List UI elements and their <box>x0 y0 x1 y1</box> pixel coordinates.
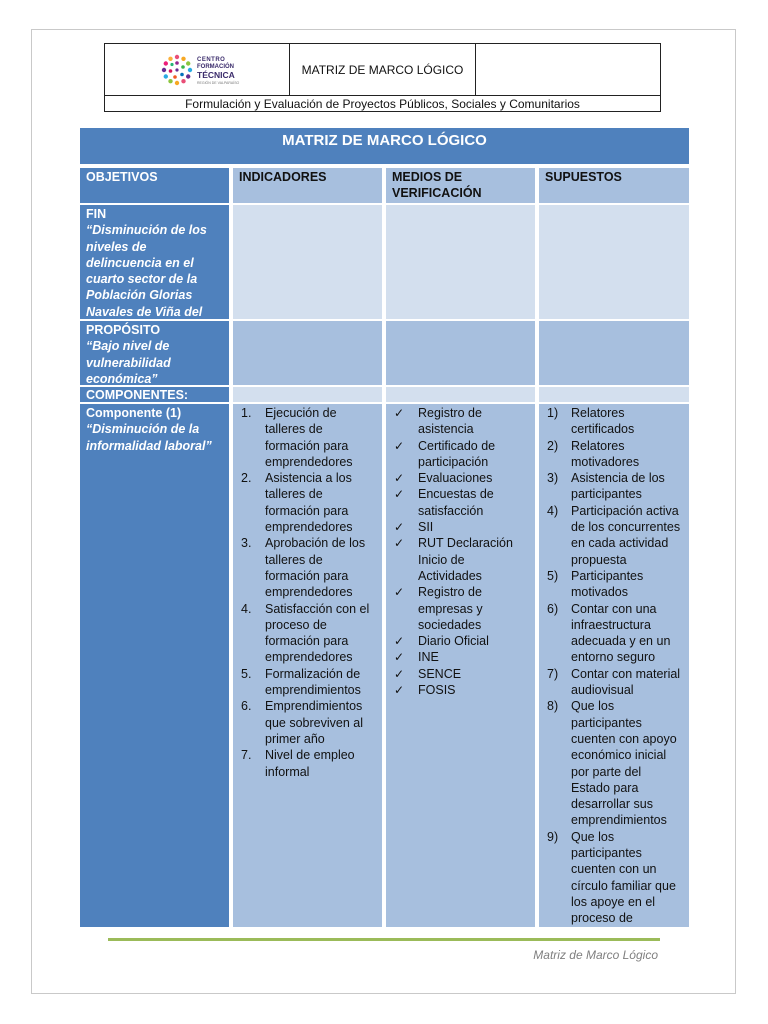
proposito-supuestos-cell <box>539 321 689 385</box>
logo-line-1: CENTRO <box>197 57 226 63</box>
check-icon: ✓ <box>394 487 405 502</box>
supuesto-number: 2) <box>547 438 559 453</box>
componente-1-indicadores-cell <box>233 404 382 927</box>
logo-cell <box>105 44 290 95</box>
componente-1-label: Componente (1) <box>86 406 182 420</box>
check-icon: ✓ <box>394 438 405 453</box>
componente-1-medios-cell <box>386 404 535 927</box>
indicador-number: 1. <box>241 406 252 420</box>
indicador-number: 3. <box>241 536 252 551</box>
logo-text <box>197 57 239 87</box>
indicador-item <box>239 535 376 600</box>
medio-item <box>392 470 529 486</box>
check-icon: ✓ <box>394 471 405 486</box>
header-title: MATRIZ DE MARCO LÓGICO <box>290 44 476 95</box>
supuesto-number: 7) <box>547 666 559 681</box>
medio-text: FOSIS <box>418 683 456 698</box>
fin-medios-cell <box>386 205 535 319</box>
supuesto-text: Que los participantes cuenten con un círculo familiar que los apoye en el proceso de <box>571 829 676 926</box>
fin-text: “Disminución de los niveles de delincuencia en el cuarto sector de la Población Glorias Navales de Viña del <box>86 223 207 319</box>
matrix-title: MATRIZ DE MARCO LÓGICO <box>80 128 689 164</box>
logo-line-2: FORMACIÓN <box>197 64 234 70</box>
footer-divider <box>108 938 660 941</box>
medio-text: RUT Declaración Inicio de Actividades <box>418 536 513 583</box>
header-subtitle: Formulación y Evaluación de Proyectos Públicos, Sociales y Comunitarios <box>185 97 580 111</box>
check-icon: ✓ <box>394 520 405 535</box>
medio-item <box>392 584 529 633</box>
medio-text: SII <box>418 520 434 535</box>
medio-item <box>392 405 529 438</box>
medio-text: Registro de empresas y sociedades <box>418 585 483 632</box>
supuestos-list <box>545 405 683 927</box>
supuesto-text: Que los participantes cuenten con apoyo económico inicial por parte del Estado para desarrollar sus emprendimientos <box>571 699 677 828</box>
document-header <box>104 43 661 112</box>
supuesto-item <box>545 405 683 438</box>
supuesto-item <box>545 503 683 568</box>
indicador-item <box>239 470 376 535</box>
medio-item <box>392 486 529 519</box>
indicador-text: Aprobación de los talleres de formación para emprendedores <box>265 536 366 600</box>
medio-text: SENCE <box>418 666 462 681</box>
indicador-item <box>239 666 376 699</box>
componentes-label: COMPONENTES: <box>80 387 229 402</box>
header-top-row <box>105 44 660 96</box>
componentes-indicadores-cell <box>233 387 382 402</box>
check-icon: ✓ <box>394 536 405 551</box>
supuesto-text: Relatores certificados <box>571 406 635 437</box>
componentes-supuestos-cell <box>539 387 689 402</box>
proposito-text: “Bajo nivel de vulnerabilidad económica” <box>86 339 171 385</box>
proposito-label: PROPÓSITO <box>86 323 161 337</box>
medio-item <box>392 666 529 682</box>
supuesto-number: 3) <box>547 471 559 486</box>
medios-list <box>392 405 529 698</box>
proposito-medios-cell <box>386 321 535 385</box>
indicador-number: 5. <box>241 666 252 681</box>
supuesto-text: Contar con una infraestructura adecuada y en un entorno seguro <box>571 601 671 665</box>
supuesto-item <box>545 666 683 699</box>
medio-text: Certificado de participación <box>418 438 496 469</box>
logo-line-4: REGIÓN DE VALPARAÍSO <box>197 81 240 85</box>
indicador-item <box>239 405 376 470</box>
supuesto-item <box>545 829 683 927</box>
supuesto-item <box>545 470 683 503</box>
supuesto-number: 9) <box>547 829 559 844</box>
supuesto-text: Asistencia de los participantes <box>571 471 665 502</box>
componentes-medios-cell <box>386 387 535 402</box>
indicador-number: 6. <box>241 699 252 714</box>
supuesto-number: 5) <box>547 568 559 583</box>
supuesto-text: Contar con material audiovisual <box>571 666 681 698</box>
check-icon: ✓ <box>394 406 405 420</box>
fin-indicadores-cell <box>233 205 382 319</box>
indicador-number: 4. <box>241 601 252 616</box>
medio-item <box>392 682 529 698</box>
fin-supuestos-cell <box>539 205 689 319</box>
supuesto-text: Participación activa de los concurrentes en cada actividad propuesta <box>571 503 681 567</box>
componente-1-cell <box>80 404 229 927</box>
indicador-number: 2. <box>241 471 252 486</box>
indicador-text: Emprendimientos que sobreviven al primer año <box>265 699 363 746</box>
supuesto-text: Participantes motivados <box>571 568 644 600</box>
footer-text: Matriz de Marco Lógico <box>533 948 658 962</box>
column-header-medios: MEDIOS DE VERIFICACIÓN <box>386 168 535 203</box>
medio-item <box>392 633 529 649</box>
proposito-indicadores-cell <box>233 321 382 385</box>
supuesto-number: 8) <box>547 699 559 714</box>
logo-line-3: TÉCNICA <box>197 70 235 80</box>
column-header-indicadores: INDICADORES <box>233 168 382 203</box>
indicador-text: Asistencia a los talleres de formación para emprendedores <box>265 471 353 535</box>
medio-text: INE <box>418 650 439 665</box>
indicador-text: Satisfacción con el proceso de formación para emprendedores <box>265 601 370 665</box>
supuesto-item <box>545 601 683 666</box>
indicador-text: Ejecución de talleres de formación para emprendedores <box>265 406 353 469</box>
medio-item <box>392 535 529 584</box>
medio-text: Evaluaciones <box>418 471 493 486</box>
supuesto-item <box>545 568 683 601</box>
check-icon: ✓ <box>394 585 405 600</box>
proposito-cell <box>80 321 229 385</box>
medio-text: Diario Oficial <box>418 634 489 649</box>
medio-item <box>392 519 529 535</box>
supuesto-item <box>545 438 683 471</box>
column-header-objetivos: OBJETIVOS <box>80 168 229 203</box>
indicador-text: Nivel de empleo informal <box>265 748 355 779</box>
logo-icon <box>161 54 193 86</box>
supuesto-number: 6) <box>547 601 559 616</box>
indicadores-list <box>239 405 376 780</box>
indicador-text: Formalización de emprendimientos <box>265 666 361 698</box>
fin-label: FIN <box>86 207 107 221</box>
medio-text: Registro de asistencia <box>418 406 482 437</box>
supuesto-text: Relatores motivadores <box>571 438 640 469</box>
supuesto-number: 4) <box>547 503 559 518</box>
componente-1-text: “Disminución de la informalidad laboral” <box>86 422 212 453</box>
check-icon: ✓ <box>394 683 405 698</box>
check-icon: ✓ <box>394 650 405 665</box>
indicador-item <box>239 747 376 780</box>
fin-cell <box>80 205 229 319</box>
check-icon: ✓ <box>394 634 405 649</box>
indicador-item <box>239 601 376 666</box>
indicador-number: 7. <box>241 748 252 763</box>
supuesto-number: 1) <box>547 406 559 420</box>
indicador-item <box>239 698 376 747</box>
column-header-supuestos: SUPUESTOS <box>539 168 689 203</box>
supuesto-item <box>545 698 683 828</box>
medio-item <box>392 438 529 471</box>
medio-item <box>392 649 529 665</box>
medio-text: Encuestas de satisfacción <box>418 487 494 518</box>
check-icon: ✓ <box>394 666 405 681</box>
componente-1-supuestos-cell <box>539 404 689 927</box>
